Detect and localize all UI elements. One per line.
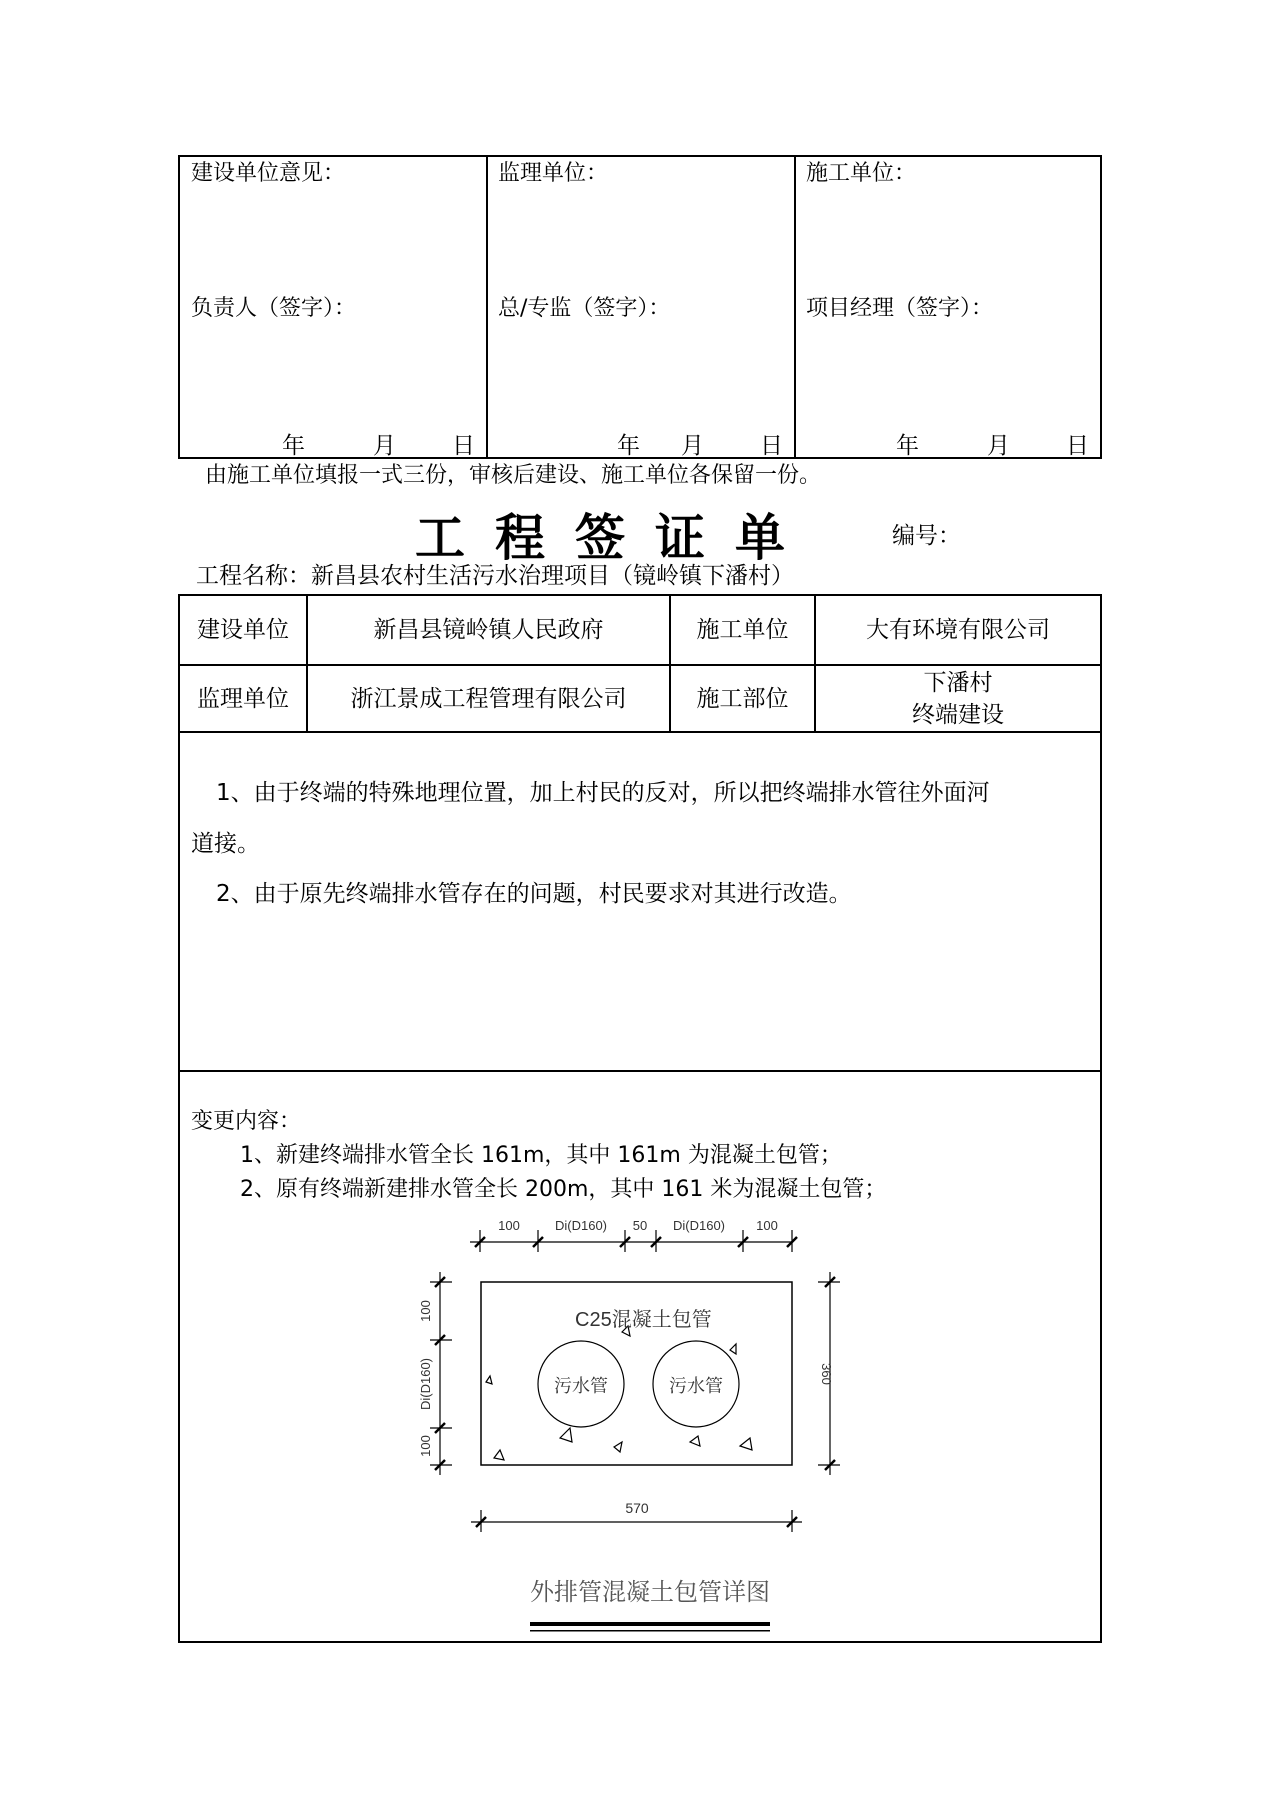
number-label: 编号：: [892, 523, 961, 549]
col3-month: 月: [987, 433, 1010, 459]
col3-day: 日: [1066, 433, 1089, 459]
change-item-2: 2、原有终端新建排水管全长 200m，其中 161 米为混凝土包管；: [240, 1177, 887, 1202]
build-unit-opinion-label: 建设单位意见：: [191, 161, 346, 186]
construction-unit-value: 大有环境有限公司: [866, 617, 1050, 643]
responsible-person-signature-label: 负责人（签字）：: [191, 296, 357, 321]
build-unit-label: 建设单位: [197, 617, 289, 643]
construction-site-line2: 终端建设: [912, 701, 1004, 728]
pipe-label-1: 污水管: [554, 1376, 608, 1396]
dim-bottom: 570: [625, 1500, 649, 1516]
chief-supervisor-signature-label: 总/专监（签字）：: [498, 296, 671, 321]
change-heading: 变更内容：: [191, 1109, 302, 1134]
document-title: 工程签证单: [415, 509, 815, 567]
dim-top-5: 100: [756, 1218, 778, 1233]
col3-year: 年: [896, 433, 919, 459]
dim-top-2: Di(D160): [554, 1218, 608, 1233]
col2-year: 年: [617, 433, 640, 459]
reason-item-1-line-1: 1、由于终端的特殊地理位置，加上村民的反对，所以把终端排水管往外面河: [216, 780, 990, 806]
construction-site-label: 施工部位: [696, 685, 789, 712]
col2-month: 月: [681, 433, 704, 459]
concrete-encasement-drawing: [400, 1210, 880, 1640]
col2-day: 日: [760, 433, 783, 459]
supervision-unit-label: 监理单位：: [498, 161, 609, 186]
dim-top-1: 100: [498, 1218, 520, 1233]
drawing-caption: 外排管混凝土包管详图: [530, 1579, 770, 1606]
build-unit-value: 新昌县镜岭镇人民政府: [373, 617, 604, 643]
project-name: 工程名称：新昌县农村生活污水治理项目（镜岭镇下潘村）: [196, 563, 794, 589]
col1-day: 日: [452, 433, 475, 459]
construction-unit-label: 施工单位：: [806, 161, 917, 186]
dim-right: 360: [819, 1363, 834, 1385]
dim-top-4: Di(D160): [672, 1218, 726, 1233]
supervision-unit-label-cell: 监理单位: [197, 685, 289, 712]
supervision-unit-value: 浙江景成工程管理有限公司: [350, 685, 627, 712]
dim-top-3: 50: [632, 1218, 648, 1233]
reason-item-2: 2、由于原先终端排水管存在的问题，村民要求对其进行改造。: [216, 881, 852, 907]
construction-site-value: [816, 666, 1100, 731]
dim-left-2: Di(D160): [418, 1357, 433, 1411]
filing-note: 由施工单位填报一式三份，审核后建设、施工单位各保留一份。: [205, 463, 822, 488]
col1-year: 年: [282, 433, 305, 459]
construction-site-line1: 下潘村: [923, 669, 993, 696]
concrete-label: C25混凝土包管: [575, 1309, 712, 1331]
project-manager-signature-label: 项目经理（签字）：: [806, 296, 994, 321]
dim-left-1: 100: [418, 1300, 433, 1322]
pipe-label-2: 污水管: [669, 1376, 723, 1396]
reason-item-1-line-2: 道接。: [191, 831, 260, 857]
dim-left-3: 100: [418, 1435, 433, 1457]
col1-month: 月: [373, 433, 396, 459]
change-item-1: 1、新建终端排水管全长 161m，其中 161m 为混凝土包管；: [240, 1143, 842, 1168]
construction-unit-label-cell: 施工单位: [696, 617, 789, 643]
